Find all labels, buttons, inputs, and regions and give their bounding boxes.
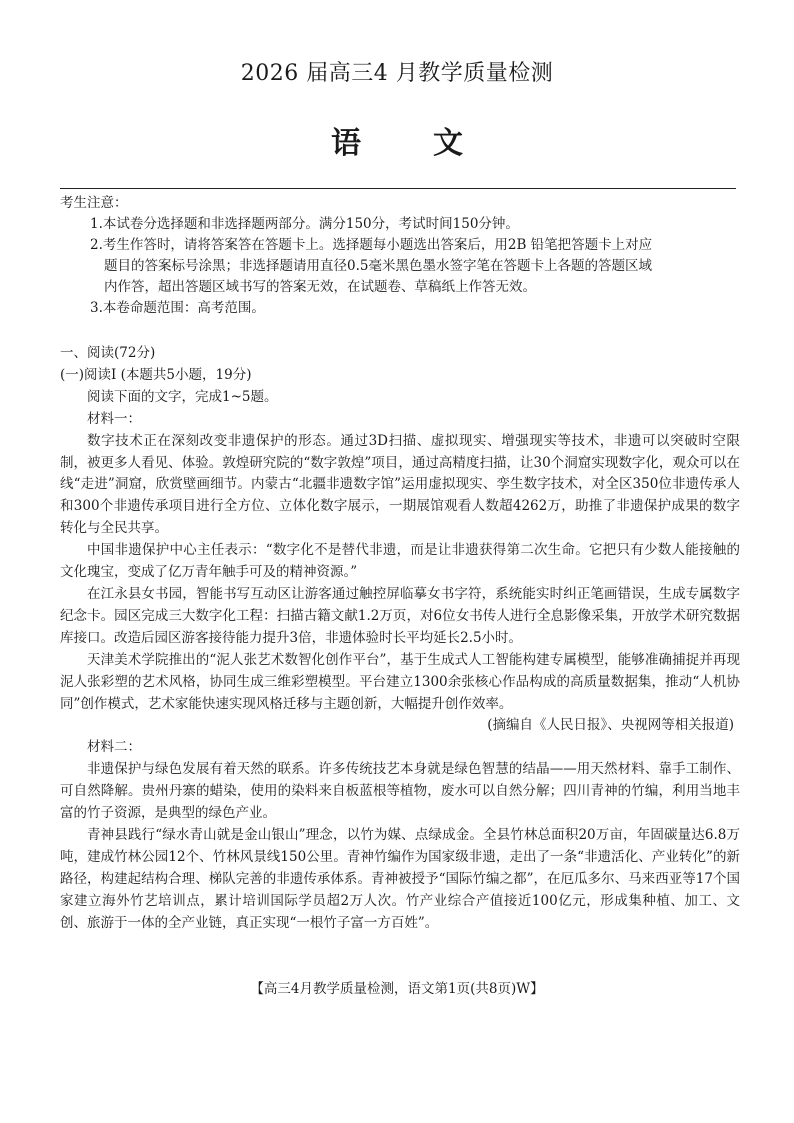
note-item-2-line-3: 内作答，超出答题区域书写的答案无效，在试题卷、草稿纸上作答无效。: [104, 279, 536, 295]
sub-section-heading: (一)阅读Ⅰ (本题共5小题，19分): [60, 366, 252, 383]
notes-heading: 考生注意：: [60, 195, 128, 211]
material-2-label: 材料二：: [87, 739, 141, 756]
material-1-label: 材料一：: [87, 410, 141, 427]
note-item-1: 1.本试卷分选择题和非选择题两部分。满分150分，考试时间150分钟。: [90, 216, 519, 232]
material-1-paragraph-3: 在江永县女书园，智能书写互动区让游客通过触控屏临摹女书字符，系统能实时纠正笔画错误，生成专属数字纪念卡。园区完成三大数字化工程：扫描古籍文献1.2万页，对6位女书传人进行全息影像采集，开放学术研究数据库接口。改造后园区游客接待能力提升3倍，非遗体验时长平均延长2.5小时。: [60, 585, 740, 646]
material-2-paragraph-1: 非遗保护与绿色发展有着天然的联系。许多传统技艺本身就是绿色智慧的结晶——用天然材料、靠手工制作、可自然降解。贵州丹寨的蜡染，使用的染料来自板蓝根等植物，废水可以自然分解；四川青神的竹编，利用当地丰富的竹子资源，是典型的绿色产业。: [60, 761, 740, 822]
header-divider: [60, 188, 736, 189]
exam-title: 2026 届高三4 月教学质量检测: [240, 61, 554, 86]
page-footer: 【高三4月教学质量检测，语文第1页(共8页)W】: [250, 981, 544, 997]
material-1-paragraph-2: 中国非遗保护中心主任表示：“数字化不是替代非遗，而是让非遗获得第二次生命。它把只有少数人能接触的文化瑰宝，变成了亿万青年触手可及的精神资源。”: [60, 542, 740, 581]
note-item-3: 3.本卷命题范围：高考范围。: [90, 300, 265, 316]
material-1-paragraph-1: 数字技术正在深刻改变非遗保护的形态。通过3D扫描、虚拟现实、增强现实等技术，非遗可以突破时空限制，被更多人看见、体验。敦煌研究院的“数字敦煌”项目，通过高精度扫描，让30个洞窟实现数字化，观众可以在线“走进”洞窟，欣赏壁画细节。内蒙古“北疆非遗数字馆”运用虚拟现实、孪生数字技术，对全区350位非遗传承人和300个非遗传承项目进行全方位、立体化数字展示，一期展馆观看人数超4262万，助推了非遗保护成果的数字转化与全民共享。: [60, 432, 740, 537]
note-item-2-line-2: 题目的答案标号涂黑；非选择题请用直径0.5毫米黑色墨水签字笔在答题卡上各题的答题区域: [104, 258, 652, 274]
material-1-paragraph-4: 天津美术学院推出的“泥人张艺术数智化创作平台”，基于生成式人工智能构建专属模型，能够准确捕捉并再现泥人张彩塑的艺术风格，协同生成三维彩塑模型。平台建立1300余张核心作品构成的高质量数据集，推动“人机协同”创作模式，艺术家能快速实现风格迁移与主题创新，大幅提升创作效率。: [60, 651, 740, 712]
subject-title: 语文: [331, 126, 535, 161]
reading-instruction: 阅读下面的文字，完成1~5题。: [87, 388, 278, 405]
material-1-source: (摘编自《人民日报》、央视网等相关报道): [487, 717, 734, 734]
reading-section: [60, 343, 740, 934]
candidate-notes: [60, 193, 744, 319]
section-heading: 一、阅读(72分): [60, 345, 156, 361]
note-item-2-line-1: 2.考生作答时，请将答案答在答题卡上。选择题每小题选出答案后，用2B 铅笔把答题卡上对应: [90, 237, 653, 253]
material-2-paragraph-2: 青神县践行“绿水青山就是金山银山”理念，以竹为媒、点绿成金。全县竹林总面积20万亩，年固碳量达6.8万吨，建成竹林公园12个、竹林风景线150公里。青神竹编作为国家级非遗，走出了一条“非遗活化、产业转化”的新路径，构建起结构合理、梯队完善的非遗传承体系。青神被授予“国际竹编之都”，在厄瓜多尔、马来西亚等17个国家建立海外竹艺培训点，累计培训国际学员超2万人次。竹产业综合产值接近100亿元，形成集种植、加工、文创、旅游于一体的全产业链，真正实现“一根竹子富一方百姓”。: [60, 826, 740, 931]
